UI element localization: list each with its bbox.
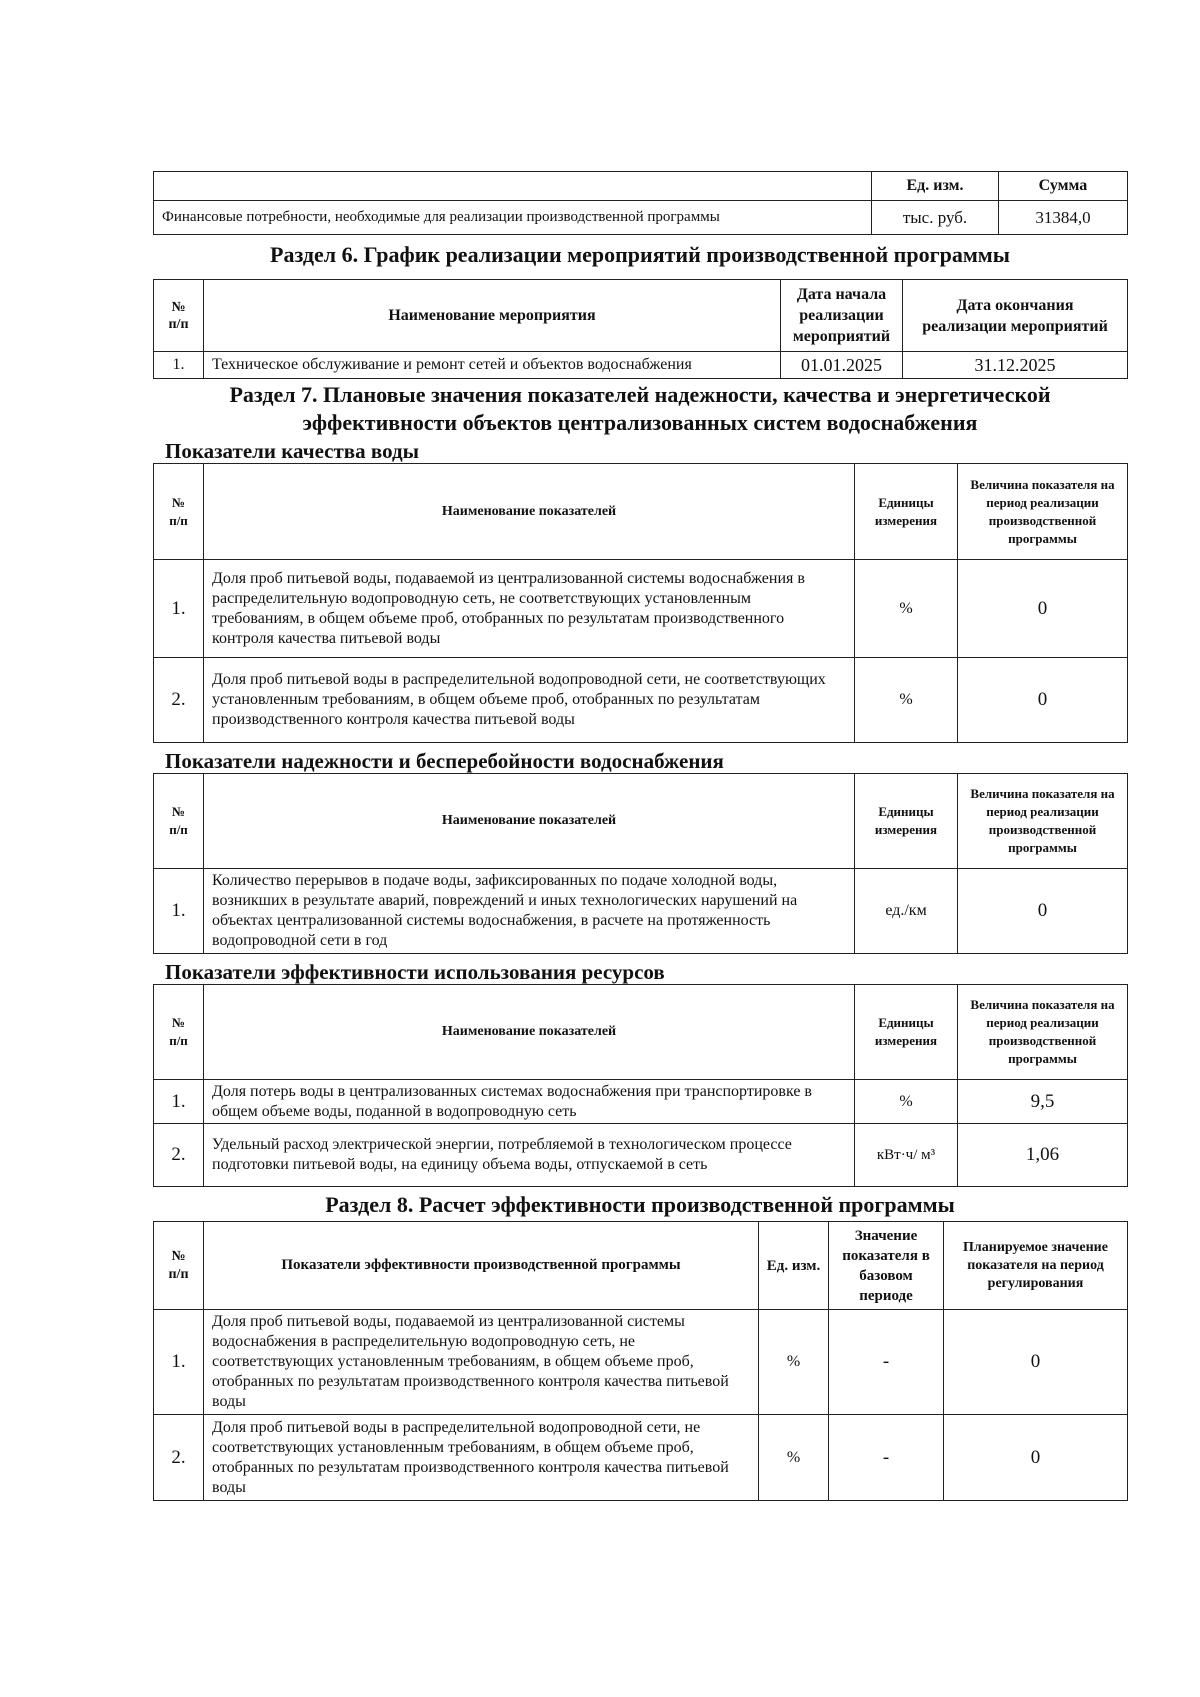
reliability-subtitle: Показатели надежности и бесперебойности водоснабжения — [165, 749, 724, 773]
indicator-value: 0 — [958, 560, 1128, 658]
unit-header: Единицы измерения — [855, 464, 958, 560]
value-header: Величина показателя на период реализации производственной программы — [958, 464, 1128, 560]
section6-table — [153, 279, 1128, 379]
row-number: 1. — [154, 1080, 204, 1124]
indicator-name: Доля потерь воды в централизованных системах водоснабжения при транспортировке в общем объеме воды, поданной в водопроводную сеть — [204, 1080, 855, 1124]
row-number: 1. — [154, 869, 204, 954]
indicator-name: Доля проб питьевой воды в распределительной водопроводной сети, не соответствующих установленным требованиям, в общем объеме проб, отобранных по результатам производственного контроля качества питьевой воды — [204, 658, 855, 743]
financial-needs-label: Финансовые потребности, необходимые для реализации производственной программы — [154, 201, 872, 235]
planned-value-header: Планируемое значение показателя на период регулирования — [944, 1222, 1128, 1310]
unit-header: Единицы измерения — [855, 985, 958, 1080]
efficiency-indicator-name: Доля проб питьевой воды, подаваемой из централизованной системы водоснабжения в распределительную водопроводную сеть, не соответствующих установленным требованиям, в общем объеме проб, отобранных по результатам производственного контроля качества питьевой воды — [204, 1310, 759, 1415]
indicator-value: 1,06 — [958, 1124, 1128, 1187]
num-header: № п/п — [154, 985, 204, 1080]
efficiency-indicators-table — [153, 984, 1128, 1187]
base-value: - — [829, 1310, 944, 1415]
end-date-header: Дата окончания реализации мероприятий — [903, 280, 1128, 352]
quality-subtitle: Показатели качества воды — [165, 439, 419, 463]
row-number: 2. — [154, 1415, 204, 1501]
num-header: № п/п — [154, 1222, 204, 1310]
section7-title-line1: Раздел 7. Плановые значения показателей надежности, качества и энергетической — [229, 382, 1051, 407]
indicator-name: Доля проб питьевой воды, подаваемой из централизованной системы водоснабжения в распределительную водопроводную сеть, не соответствующих установленным требованиям, в общем объеме проб, отобранных по результатам производственного контроля качества питьевой воды — [204, 560, 855, 658]
indicator-value: 0 — [958, 869, 1128, 954]
indicator-name: Количество перерывов в подаче воды, зафиксированных по подаче холодной воды, возникших в результате аварий, повреждений и иных технологических нарушений на объектах централизованной системы водоснабжения, в расчете на протяженность водопроводной сети в год — [204, 869, 855, 954]
empty-header-cell — [154, 172, 872, 201]
indicator-unit: ед./км — [855, 869, 958, 954]
num-header: № п/п — [154, 280, 204, 352]
efficiency-indicator-name: Доля проб питьевой воды в распределительной водопроводной сети, не соответствующих установленным требованиям, в общем объеме проб, отобранных по результатам производственного контроля качества питьевой воды — [204, 1415, 759, 1501]
indicator-unit: % — [855, 658, 958, 743]
base-value-header: Значение показателя в базовом периоде — [829, 1222, 944, 1310]
row-number: 1. — [154, 560, 204, 658]
indicator-value: 0 — [958, 658, 1128, 743]
reliability-indicators-table — [153, 773, 1128, 954]
indicator-unit: % — [855, 1080, 958, 1124]
base-value: - — [829, 1415, 944, 1501]
row-number: 2. — [154, 658, 204, 743]
financial-needs-sum: 31384,0 — [999, 201, 1128, 235]
num-header: № п/п — [154, 464, 204, 560]
row-number: 1. — [154, 352, 204, 379]
event-name: Техническое обслуживание и ремонт сетей и объектов водоснабжения — [204, 352, 781, 379]
indicator-name-header: Наименование показателей — [204, 774, 855, 869]
indicator-name-header: Наименование показателей — [204, 464, 855, 560]
sum-header: Сумма — [999, 172, 1128, 201]
planned-value: 0 — [944, 1310, 1128, 1415]
start-date-header: Дата начала реализации мероприятий — [781, 280, 903, 352]
row-number: 2. — [154, 1124, 204, 1187]
indicator-value: 9,5 — [958, 1080, 1128, 1124]
row-number: 1. — [154, 1310, 204, 1415]
section7-title-line2: эффективности объектов централизованных систем водоснабжения — [302, 410, 978, 435]
unit-header: Единицы измерения — [855, 774, 958, 869]
efficiency-indicator-unit: % — [759, 1415, 829, 1501]
section8-title: Раздел 8. Расчет эффективности производственной программы — [325, 1192, 955, 1217]
value-header: Величина показателя на период реализации производственной программы — [958, 774, 1128, 869]
section6-title: Раздел 6. График реализации мероприятий производственной программы — [270, 242, 1010, 267]
efficiency-indicator-unit: % — [759, 1310, 829, 1415]
document-page — [153, 171, 1127, 1501]
efficiency-name-header: Показатели эффективности производственной программы — [204, 1222, 759, 1310]
planned-value: 0 — [944, 1415, 1128, 1501]
indicator-name: Удельный расход электрической энергии, потребляемой в технологическом процессе подготовки питьевой воды, на единицу объема воды, отпускаемой в сеть — [204, 1124, 855, 1187]
indicator-name-header: Наименование показателей — [204, 985, 855, 1080]
unit-header: Ед. изм. — [872, 172, 999, 201]
value-header: Величина показателя на период реализации производственной программы — [958, 985, 1128, 1080]
efficiency-subtitle: Показатели эффективности использования ресурсов — [165, 960, 665, 984]
section8-table — [153, 1221, 1128, 1501]
financial-needs-table — [153, 171, 1128, 235]
end-date: 31.12.2025 — [903, 352, 1128, 379]
quality-indicators-table — [153, 463, 1128, 743]
indicator-unit: кВт·ч/ м³ — [855, 1124, 958, 1187]
event-name-header: Наименование мероприятия — [204, 280, 781, 352]
start-date: 01.01.2025 — [781, 352, 903, 379]
financial-needs-unit: тыс. руб. — [872, 201, 999, 235]
unit-header: Ед. изм. — [759, 1222, 829, 1310]
indicator-unit: % — [855, 560, 958, 658]
num-header: № п/п — [154, 774, 204, 869]
